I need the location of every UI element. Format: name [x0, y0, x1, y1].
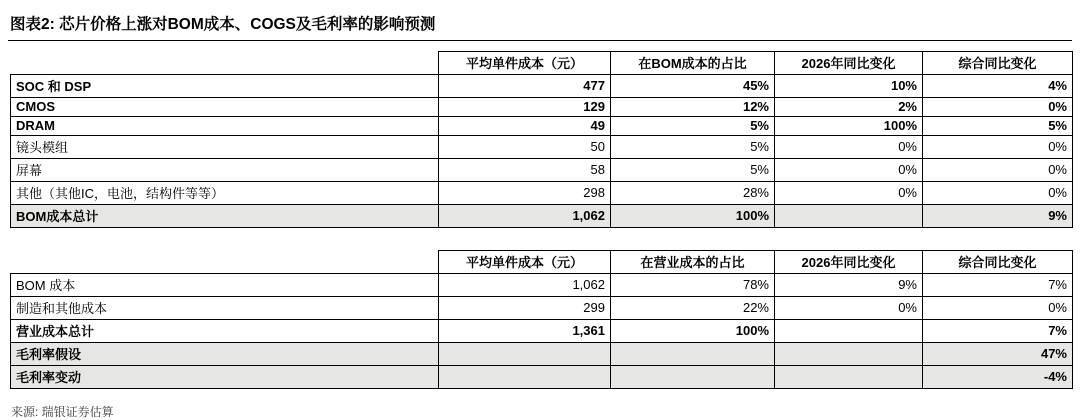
row-unit-cost: 129	[439, 98, 611, 117]
row-unit-cost: 49	[439, 117, 611, 136]
row-combined: 47%	[923, 343, 1073, 366]
row-combined: 4%	[923, 75, 1073, 98]
table-row	[11, 274, 1073, 297]
row-share: 5%	[611, 159, 775, 182]
table1-header-yoy: 2026年同比变化	[775, 52, 923, 75]
row-label: BOM 成本	[11, 274, 439, 297]
table2-header-yoy: 2026年同比变化	[775, 251, 923, 274]
table1-header-share: 在BOM成本的占比	[611, 52, 775, 75]
table-row	[11, 159, 1073, 182]
row-label: 营业成本总计	[11, 320, 439, 343]
row-label: BOM成本总计	[11, 205, 439, 228]
title-divider	[8, 40, 1072, 41]
table2-header-row	[11, 251, 1073, 274]
table2-header-blank	[11, 251, 439, 274]
row-share: 22%	[611, 297, 775, 320]
row-yoy	[775, 366, 923, 389]
row-combined: 9%	[923, 205, 1073, 228]
table1-header-combined: 综合同比变化	[923, 52, 1073, 75]
row-yoy	[775, 205, 923, 228]
bom-cost-table	[10, 51, 1073, 228]
table-row-margin-change	[11, 366, 1073, 389]
row-share: 78%	[611, 274, 775, 297]
row-unit-cost: 1,062	[439, 205, 611, 228]
table-row	[11, 136, 1073, 159]
row-share: 5%	[611, 136, 775, 159]
row-share: 28%	[611, 182, 775, 205]
row-unit-cost: 299	[439, 297, 611, 320]
row-combined: 0%	[923, 159, 1073, 182]
operating-cost-table	[10, 250, 1073, 389]
row-unit-cost: 477	[439, 75, 611, 98]
row-yoy	[775, 320, 923, 343]
row-yoy: 0%	[775, 159, 923, 182]
row-combined: 5%	[923, 117, 1073, 136]
source-note: 来源: 瑞银证券估算	[11, 405, 114, 419]
row-unit-cost: 298	[439, 182, 611, 205]
row-yoy: 0%	[775, 297, 923, 320]
row-share: 5%	[611, 117, 775, 136]
row-share: 100%	[611, 320, 775, 343]
row-label: 其他（其他IC，电池，结构件等等）	[11, 182, 439, 205]
row-unit-cost: 1,062	[439, 274, 611, 297]
row-yoy: 2%	[775, 98, 923, 117]
table1-header-blank	[11, 52, 439, 75]
table2-header-share: 在营业成本的占比	[611, 251, 775, 274]
row-yoy: 0%	[775, 136, 923, 159]
table2-header-combined: 综合同比变化	[923, 251, 1073, 274]
row-combined: 7%	[923, 274, 1073, 297]
row-share: 45%	[611, 75, 775, 98]
row-yoy: 0%	[775, 182, 923, 205]
row-label: SOC 和 DSP	[11, 75, 439, 98]
row-share	[611, 343, 775, 366]
row-label: 毛利率假设	[11, 343, 439, 366]
table-row	[11, 182, 1073, 205]
row-label: 屏幕	[11, 159, 439, 182]
row-yoy: 100%	[775, 117, 923, 136]
row-combined: 7%	[923, 320, 1073, 343]
row-unit-cost: 58	[439, 159, 611, 182]
row-yoy: 10%	[775, 75, 923, 98]
table-row	[11, 117, 1073, 136]
row-share: 100%	[611, 205, 775, 228]
table2-header-unit-cost: 平均单件成本（元）	[439, 251, 611, 274]
table-row-margin-assumption	[11, 343, 1073, 366]
table-row	[11, 98, 1073, 117]
table-gap	[8, 228, 1072, 250]
table-row	[11, 75, 1073, 98]
row-label: 毛利率变动	[11, 366, 439, 389]
table-row	[11, 297, 1073, 320]
row-unit-cost: 50	[439, 136, 611, 159]
row-yoy: 9%	[775, 274, 923, 297]
row-share: 12%	[611, 98, 775, 117]
row-label: CMOS	[11, 98, 439, 117]
row-yoy	[775, 343, 923, 366]
row-label: 镜头模组	[11, 136, 439, 159]
row-unit-cost	[439, 343, 611, 366]
row-label: 制造和其他成本	[11, 297, 439, 320]
page-title: 图表2: 芯片价格上涨对BOM成本、COGS及毛利率的影响预测	[10, 16, 436, 33]
table1-header-row	[11, 52, 1073, 75]
row-unit-cost	[439, 366, 611, 389]
table-row-total	[11, 320, 1073, 343]
row-combined: 0%	[923, 182, 1073, 205]
row-share	[611, 366, 775, 389]
row-combined: 0%	[923, 136, 1073, 159]
table-row-total	[11, 205, 1073, 228]
table1-header-unit-cost: 平均单件成本（元）	[439, 52, 611, 75]
row-unit-cost: 1,361	[439, 320, 611, 343]
row-combined: -4%	[923, 366, 1073, 389]
row-combined: 0%	[923, 297, 1073, 320]
row-label: DRAM	[11, 117, 439, 136]
row-combined: 0%	[923, 98, 1073, 117]
